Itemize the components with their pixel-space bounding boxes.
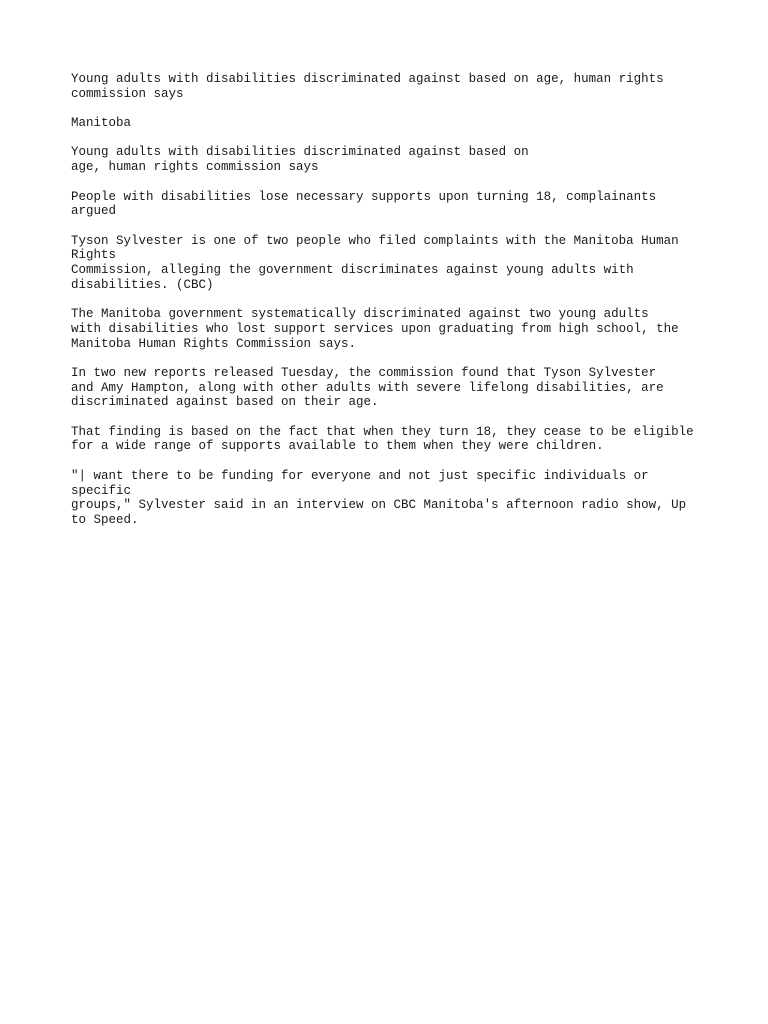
text-line: "| want there to be funding for everyone and not just specific individuals or (71, 468, 649, 483)
text-line: and Amy Hampton, along with other adults with severe lifelong disabilities, are (71, 380, 664, 395)
text-line: age, human rights commission says (71, 160, 319, 175)
document-page (71, 72, 731, 542)
text-line: for a wide range of supports available to them when they were children. (71, 439, 604, 454)
text-line: with disabilities who lost support services upon graduating from high school, the (71, 321, 679, 336)
text-line: groups," Sylvester said in an interview on CBC Manitoba's afternoon radio show, Up (71, 498, 687, 513)
text-line: commission says (71, 86, 184, 101)
text-line: Commission, alleging the government discriminates against young adults with (71, 263, 634, 278)
photo-caption (71, 234, 731, 293)
text-line: Young adults with disabilities discriminated against based on age, human rights (71, 72, 664, 86)
text-line: People with disabilities lose necessary supports upon turning 18, complainants (71, 189, 657, 204)
headline (71, 72, 731, 101)
text-line: That finding is based on the fact that when they turn 18, they cease to be eligible (71, 424, 694, 439)
body-paragraph (71, 425, 731, 454)
repeated-headline (71, 145, 731, 174)
text-line: The Manitoba government systematically discriminated against two young adults (71, 307, 649, 322)
text-line: Manitoba Human Rights Commission says. (71, 336, 357, 351)
section-label (71, 116, 731, 131)
subheadline (71, 190, 731, 219)
quote-paragraph (71, 469, 731, 528)
text-line: In two new reports released Tuesday, the commission found that Tyson Sylvester (71, 365, 657, 380)
text-line: discriminated against based on their age. (71, 395, 379, 410)
text-line: disabilities. (CBC) (71, 277, 214, 292)
text-line: Young adults with disabilities discriminated against based on (71, 145, 529, 160)
text-line: argued (71, 204, 117, 219)
text-line: to Speed. (71, 512, 139, 527)
body-paragraph (71, 366, 731, 410)
text-line: specific (71, 483, 132, 498)
text-line: Tyson Sylvester is one of two people who filed complaints with the Manitoba Human (71, 233, 679, 248)
body-paragraph (71, 307, 731, 351)
text-line: Manitoba (71, 116, 132, 131)
text-line: Rights (71, 248, 117, 263)
